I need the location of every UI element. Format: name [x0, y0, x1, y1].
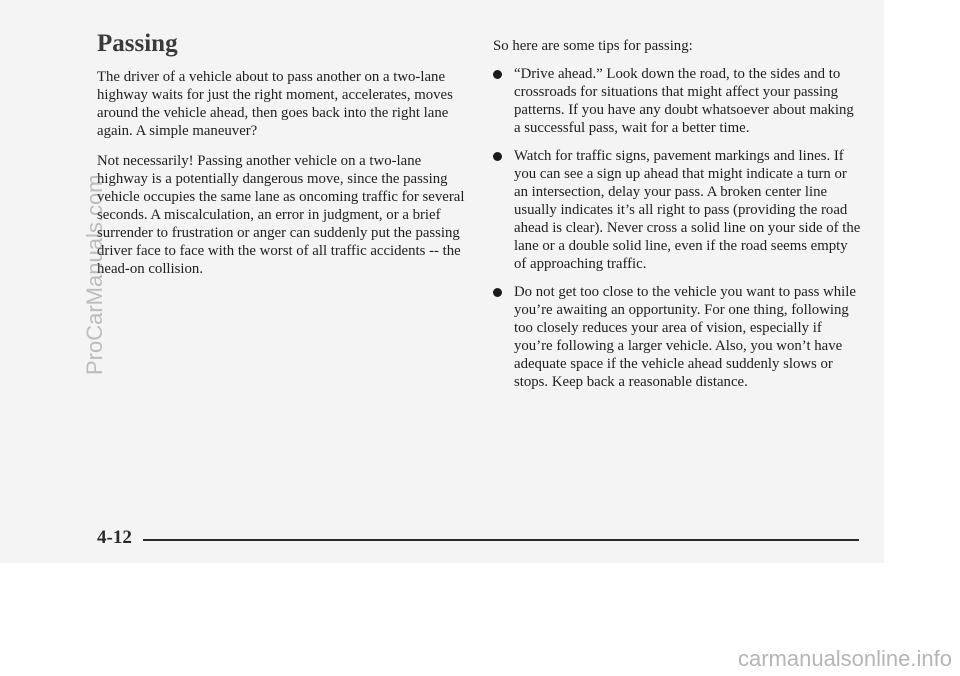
danger-paragraph: Not necessarily! Passing another vehicle on a two-lane highway is a potentially dangerous move, since the passing vehicle occupies the same lane as oncoming traffic for several seconds. A miscalculation, an error in judgment, or a brief surrender to frustration or anger can suddenly put the passing driver face to face with the worst of all traffic accidents -- the head-on collision.: [97, 153, 465, 277]
tips-intro: So here are some tips for passing:: [493, 38, 693, 54]
right-column: [493, 37, 863, 401]
tip-text: Watch for traffic signs, pavement markings and lines. If you can see a sign up ahead that might indicate a turn or an intersection, delay your pass. A broken center line usually indicates it’s all right to pass (providing the road ahead is clear). Never cross a solid line on your side of the lane or a double solid line, even if the road seems empty of approaching traffic.: [514, 148, 861, 272]
tip-text: “Drive ahead.” Look down the road, to the sides and to crossroads for situations that might affect your passing patterns. If you have any doubt whatsoever about making a successful pass, wait for a better time.: [514, 66, 854, 136]
side-watermark: ProCarManuals.com: [82, 174, 107, 375]
bottom-watermark: carmanualsonline.info: [737, 646, 952, 671]
tip-item: [493, 65, 863, 137]
intro-paragraph: The driver of a vehicle about to pass another on a two-lane highway waits for just the right moment, accelerates, moves around the vehicle ahead, then goes back into the right lane again. A simple maneuver?: [97, 69, 453, 139]
tip-item: [493, 147, 863, 273]
bullet-icon: [493, 70, 502, 79]
bullet-icon: [493, 288, 502, 297]
section-heading: Passing: [97, 30, 178, 57]
page-number: 4-12: [97, 527, 132, 548]
tip-item: [493, 283, 863, 391]
footer-rule: [143, 539, 859, 541]
tips-list: [493, 65, 863, 391]
tip-text: Do not get too close to the vehicle you want to pass while you’re awaiting an opportunity. For one thing, following too closely reduces your area of vision, especially if you’re following a larger vehicle. Also, you won’t have adequate space if the vehicle ahead suddenly slows or stops. Keep back a reasonable distance.: [514, 284, 856, 390]
bullet-icon: [493, 152, 502, 161]
left-column: [97, 68, 469, 290]
